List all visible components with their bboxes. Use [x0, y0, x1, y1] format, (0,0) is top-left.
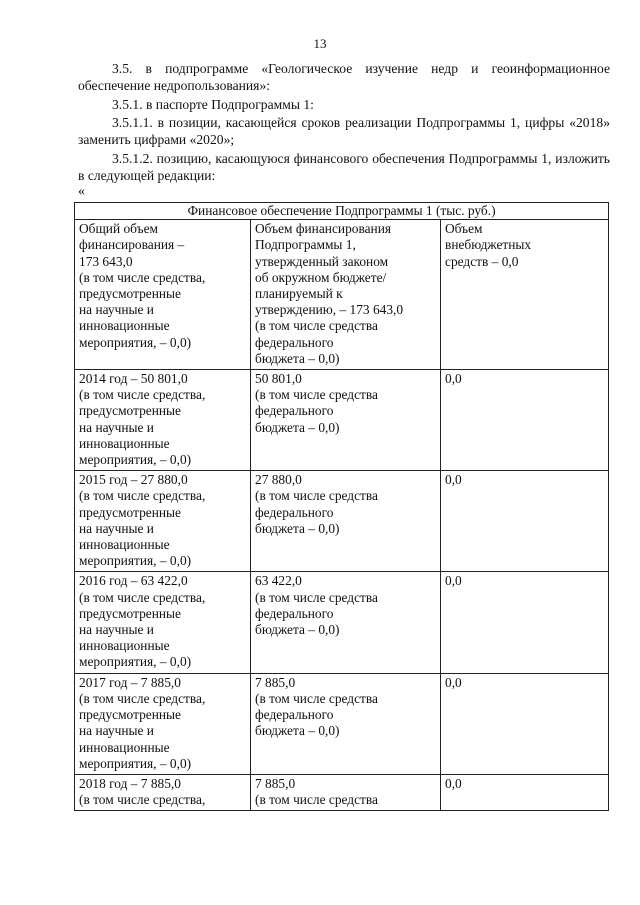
year-extrabudget-cell [441, 673, 609, 774]
cell-line: 0,0 [445, 775, 462, 791]
program-funding-header-cell [251, 220, 441, 370]
cell-line: (в том числе средства [255, 488, 378, 504]
year-extrabudget-cell [441, 774, 609, 810]
year-program-cell [251, 471, 441, 572]
cell-line: (в том числе средства, [79, 589, 206, 605]
cell-line: (в том числе средства [255, 318, 378, 334]
year-program-cell [251, 572, 441, 673]
cell-line: федерального [255, 334, 334, 350]
year-extrabudget-cell [441, 471, 609, 572]
cell-line: 2015 год – 27 880,0 [79, 472, 188, 488]
year-total-cell [75, 572, 251, 673]
year-total-cell [75, 370, 251, 471]
cell-line: инновационные [79, 739, 170, 755]
cell-line: (в том числе средства, [79, 488, 206, 504]
cell-line: мероприятия, – 0,0) [79, 755, 192, 771]
cell-line: 7 885,0 [255, 775, 296, 791]
table-row [75, 471, 609, 572]
cell-line: инновационные [79, 318, 170, 334]
cell-line: (в том числе средства, [79, 690, 206, 706]
paragraph-3-5-1: 3.5.1. в паспорте Подпрограммы 1: [112, 97, 314, 112]
financing-table [74, 202, 609, 811]
cell-line: 63 422,0 [255, 573, 302, 589]
cell-line: бюджета – 0,0) [255, 723, 340, 739]
cell-line: предусмотренные [79, 707, 181, 723]
cell-line: (в том числе средства, [79, 269, 206, 285]
cell-line: на научные и [79, 520, 154, 536]
year-program-cell [251, 673, 441, 774]
cell-line: Объем [445, 221, 483, 237]
cell-line: (в том числе средства, [79, 387, 206, 403]
year-total-cell [75, 471, 251, 572]
cell-line: Объем финансирования [255, 221, 392, 237]
cell-line: 27 880,0 [255, 472, 302, 488]
cell-line: предусмотренные [79, 605, 181, 621]
paragraph-3-5: 3.5. в подпрограмме «Геологическое изучение недр и геоинформационное обеспечение недропользования»: [78, 61, 610, 93]
cell-line: 0,0 [445, 371, 462, 387]
cell-line: на научные и [79, 723, 154, 739]
cell-line: 50 801,0 [255, 371, 302, 387]
cell-line: 173 643,0 [79, 253, 133, 269]
cell-line: предусмотренные [79, 504, 181, 520]
paragraph-3-5-1-1: 3.5.1.1. в позиции, касающейся сроков реализации Подпрограммы 1, цифры «2018» заменить цифрами «2020»; [78, 115, 610, 147]
cell-line: утверждению, – 173 643,0 [255, 302, 404, 318]
year-program-cell [251, 370, 441, 471]
cell-line: федерального [255, 707, 334, 723]
cell-line: бюджета – 0,0) [255, 350, 340, 366]
cell-line: инновационные [79, 435, 170, 451]
page-number: 13 [313, 36, 327, 51]
table-title: Финансовое обеспечение Подпрограммы 1 (тыс. руб.) [75, 203, 609, 220]
cell-line: федерального [255, 504, 334, 520]
paragraph-3-5-1-2: 3.5.1.2. позицию, касающуюся финансового обеспечения Подпрограммы 1, изложить в следующей редакции: [78, 151, 610, 183]
year-extrabudget-cell [441, 572, 609, 673]
cell-line: инновационные [79, 638, 170, 654]
cell-line: 7 885,0 [255, 674, 296, 690]
cell-line: 0,0 [445, 472, 462, 488]
cell-line: мероприятия, – 0,0) [79, 553, 192, 569]
table-title-row [75, 203, 609, 220]
total-funding-header-cell [75, 220, 251, 370]
cell-line: мероприятия, – 0,0) [79, 452, 192, 468]
cell-line: 2014 год – 50 801,0 [79, 371, 188, 387]
cell-line: планируемый к [255, 286, 343, 302]
cell-line: на научные и [79, 622, 154, 638]
cell-line: предусмотренные [79, 403, 181, 419]
cell-line: на научные и [79, 302, 154, 318]
cell-line: (в том числе средства [255, 690, 378, 706]
year-program-cell [251, 774, 441, 810]
cell-line: предусмотренные [79, 286, 181, 302]
cell-line: финансирования – [79, 237, 185, 253]
cell-line: (в том числе средства [255, 792, 378, 808]
year-total-cell [75, 774, 251, 810]
cell-line: (в том числе средства [255, 387, 378, 403]
cell-line: 2017 год – 7 885,0 [79, 674, 181, 690]
cell-line: инновационные [79, 537, 170, 553]
cell-line: 2016 год – 63 422,0 [79, 573, 188, 589]
cell-line: федерального [255, 605, 334, 621]
table-row [75, 572, 609, 673]
cell-line: Общий объем [79, 221, 158, 237]
year-extrabudget-cell [441, 370, 609, 471]
cell-line: средств – 0,0 [445, 253, 519, 269]
cell-line: 2018 год – 7 885,0 [79, 775, 181, 791]
cell-line: бюджета – 0,0) [255, 520, 340, 536]
extrabudget-header-cell [441, 220, 609, 370]
cell-line: на научные и [79, 419, 154, 435]
cell-line: Подпрограммы 1, [255, 237, 356, 253]
cell-line: федерального [255, 403, 334, 419]
table-row [75, 370, 609, 471]
cell-line: мероприятия, – 0,0) [79, 334, 192, 350]
cell-line: об окружном бюджете/ [255, 269, 387, 285]
table-row [75, 774, 609, 810]
cell-line: (в том числе средства, [79, 792, 206, 808]
cell-line: (в том числе средства [255, 589, 378, 605]
cell-line: 0,0 [445, 573, 462, 589]
cell-line: 0,0 [445, 674, 462, 690]
cell-line: мероприятия, – 0,0) [79, 654, 192, 670]
cell-line: бюджета – 0,0) [255, 622, 340, 638]
cell-line: внебюджетных [445, 237, 532, 253]
cell-line: бюджета – 0,0) [255, 419, 340, 435]
table-header-row [75, 220, 609, 370]
year-total-cell [75, 673, 251, 774]
cell-line: утвержденный законом [255, 253, 389, 269]
table-row [75, 673, 609, 774]
opening-quote: « [78, 184, 85, 199]
